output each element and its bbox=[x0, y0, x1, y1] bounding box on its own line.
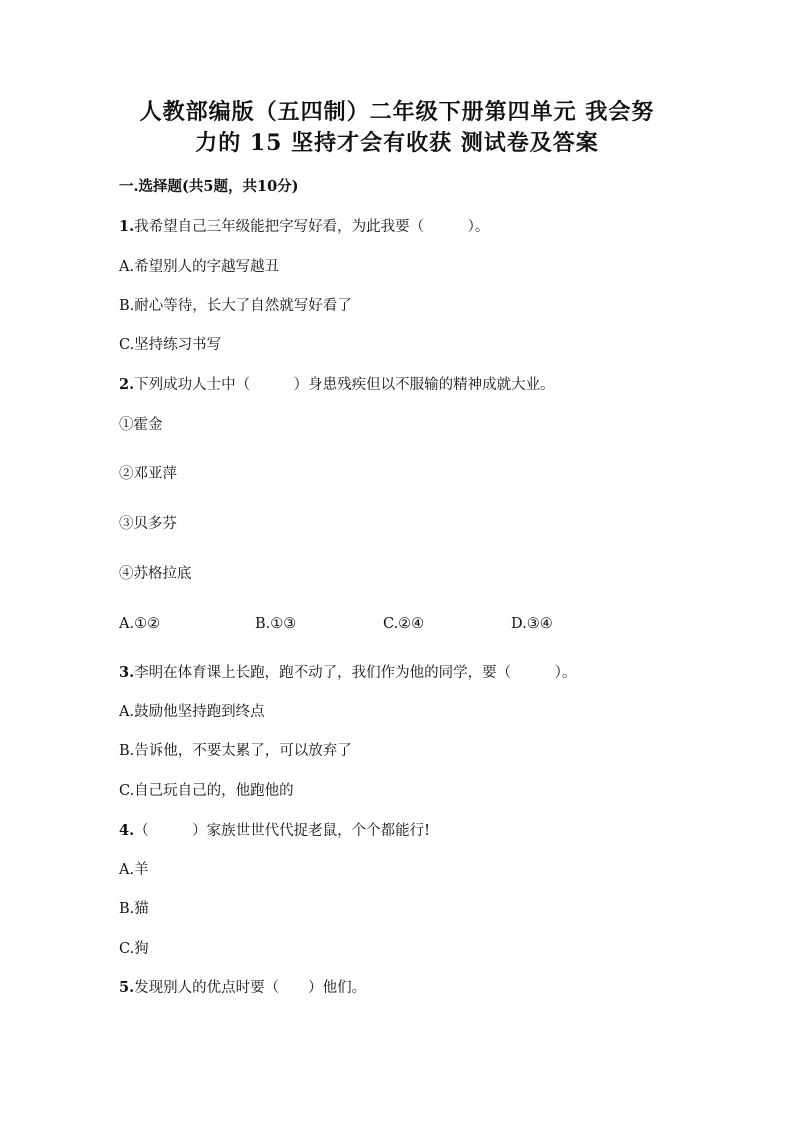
question-2-item-3: ③贝多芬 bbox=[119, 516, 177, 532]
question-number: 4. bbox=[119, 822, 135, 839]
question-2-option-c: C.②④ bbox=[383, 616, 425, 632]
question-2-item-1: ①霍金 bbox=[119, 417, 163, 433]
document-title-line-1: 人教部编版（五四制）二年级下册第四单元 我会努 bbox=[139, 99, 655, 125]
question-number: 5. bbox=[119, 979, 135, 996]
question-3-option-c: C.自己玩自己的，他跑他的 bbox=[119, 783, 294, 799]
question-number: 1. bbox=[119, 218, 135, 235]
question-4 bbox=[119, 821, 430, 841]
question-1-option-c: C.坚持练习书写 bbox=[119, 337, 222, 353]
question-1 bbox=[119, 217, 489, 237]
question-text: 下列成功人士中（ ）身患残疾但以不服输的精神成就大业。 bbox=[134, 377, 555, 393]
question-2-option-d: D.③④ bbox=[511, 616, 553, 632]
question-text: 李明在体育课上长跑，跑不动了，我们作为他的同学，要（ ）。 bbox=[134, 665, 577, 681]
question-2 bbox=[119, 375, 555, 395]
question-text: 我希望自己三年级能把字写好看，为此我要（ ）。 bbox=[134, 219, 490, 235]
question-text: 发现别人的优点时要（ ）他们。 bbox=[134, 980, 367, 996]
question-2-option-a: A.①② bbox=[119, 616, 161, 632]
question-number: 3. bbox=[119, 664, 135, 681]
question-4-option-a: A.羊 bbox=[119, 862, 149, 878]
question-2-option-b: B.①③ bbox=[255, 616, 297, 632]
section-heading: 一.选择题(共5题，共10分) bbox=[119, 178, 299, 195]
question-4-option-c: C.狗 bbox=[119, 941, 149, 957]
question-1-option-a: A.希望别人的字越写越丑 bbox=[119, 259, 280, 275]
question-1-option-b: B.耐心等待，长大了自然就写好看了 bbox=[119, 298, 352, 314]
document-title-line-2: 力的 15 坚持才会有收获 测试卷及答案 bbox=[195, 130, 599, 156]
question-2-item-2: ②邓亚萍 bbox=[119, 466, 177, 482]
question-number: 2. bbox=[119, 376, 135, 393]
question-5 bbox=[119, 978, 366, 998]
question-4-option-b: B.猫 bbox=[119, 901, 149, 917]
question-3-option-a: A.鼓励他坚持跑到终点 bbox=[119, 704, 265, 720]
question-2-item-4: ④苏格拉底 bbox=[119, 566, 192, 582]
question-text: （ ）家族世世代代捉老鼠，个个都能行! bbox=[134, 823, 430, 839]
question-3-option-b: B.告诉他，不要太累了，可以放弃了 bbox=[119, 743, 352, 759]
question-3 bbox=[119, 663, 576, 683]
